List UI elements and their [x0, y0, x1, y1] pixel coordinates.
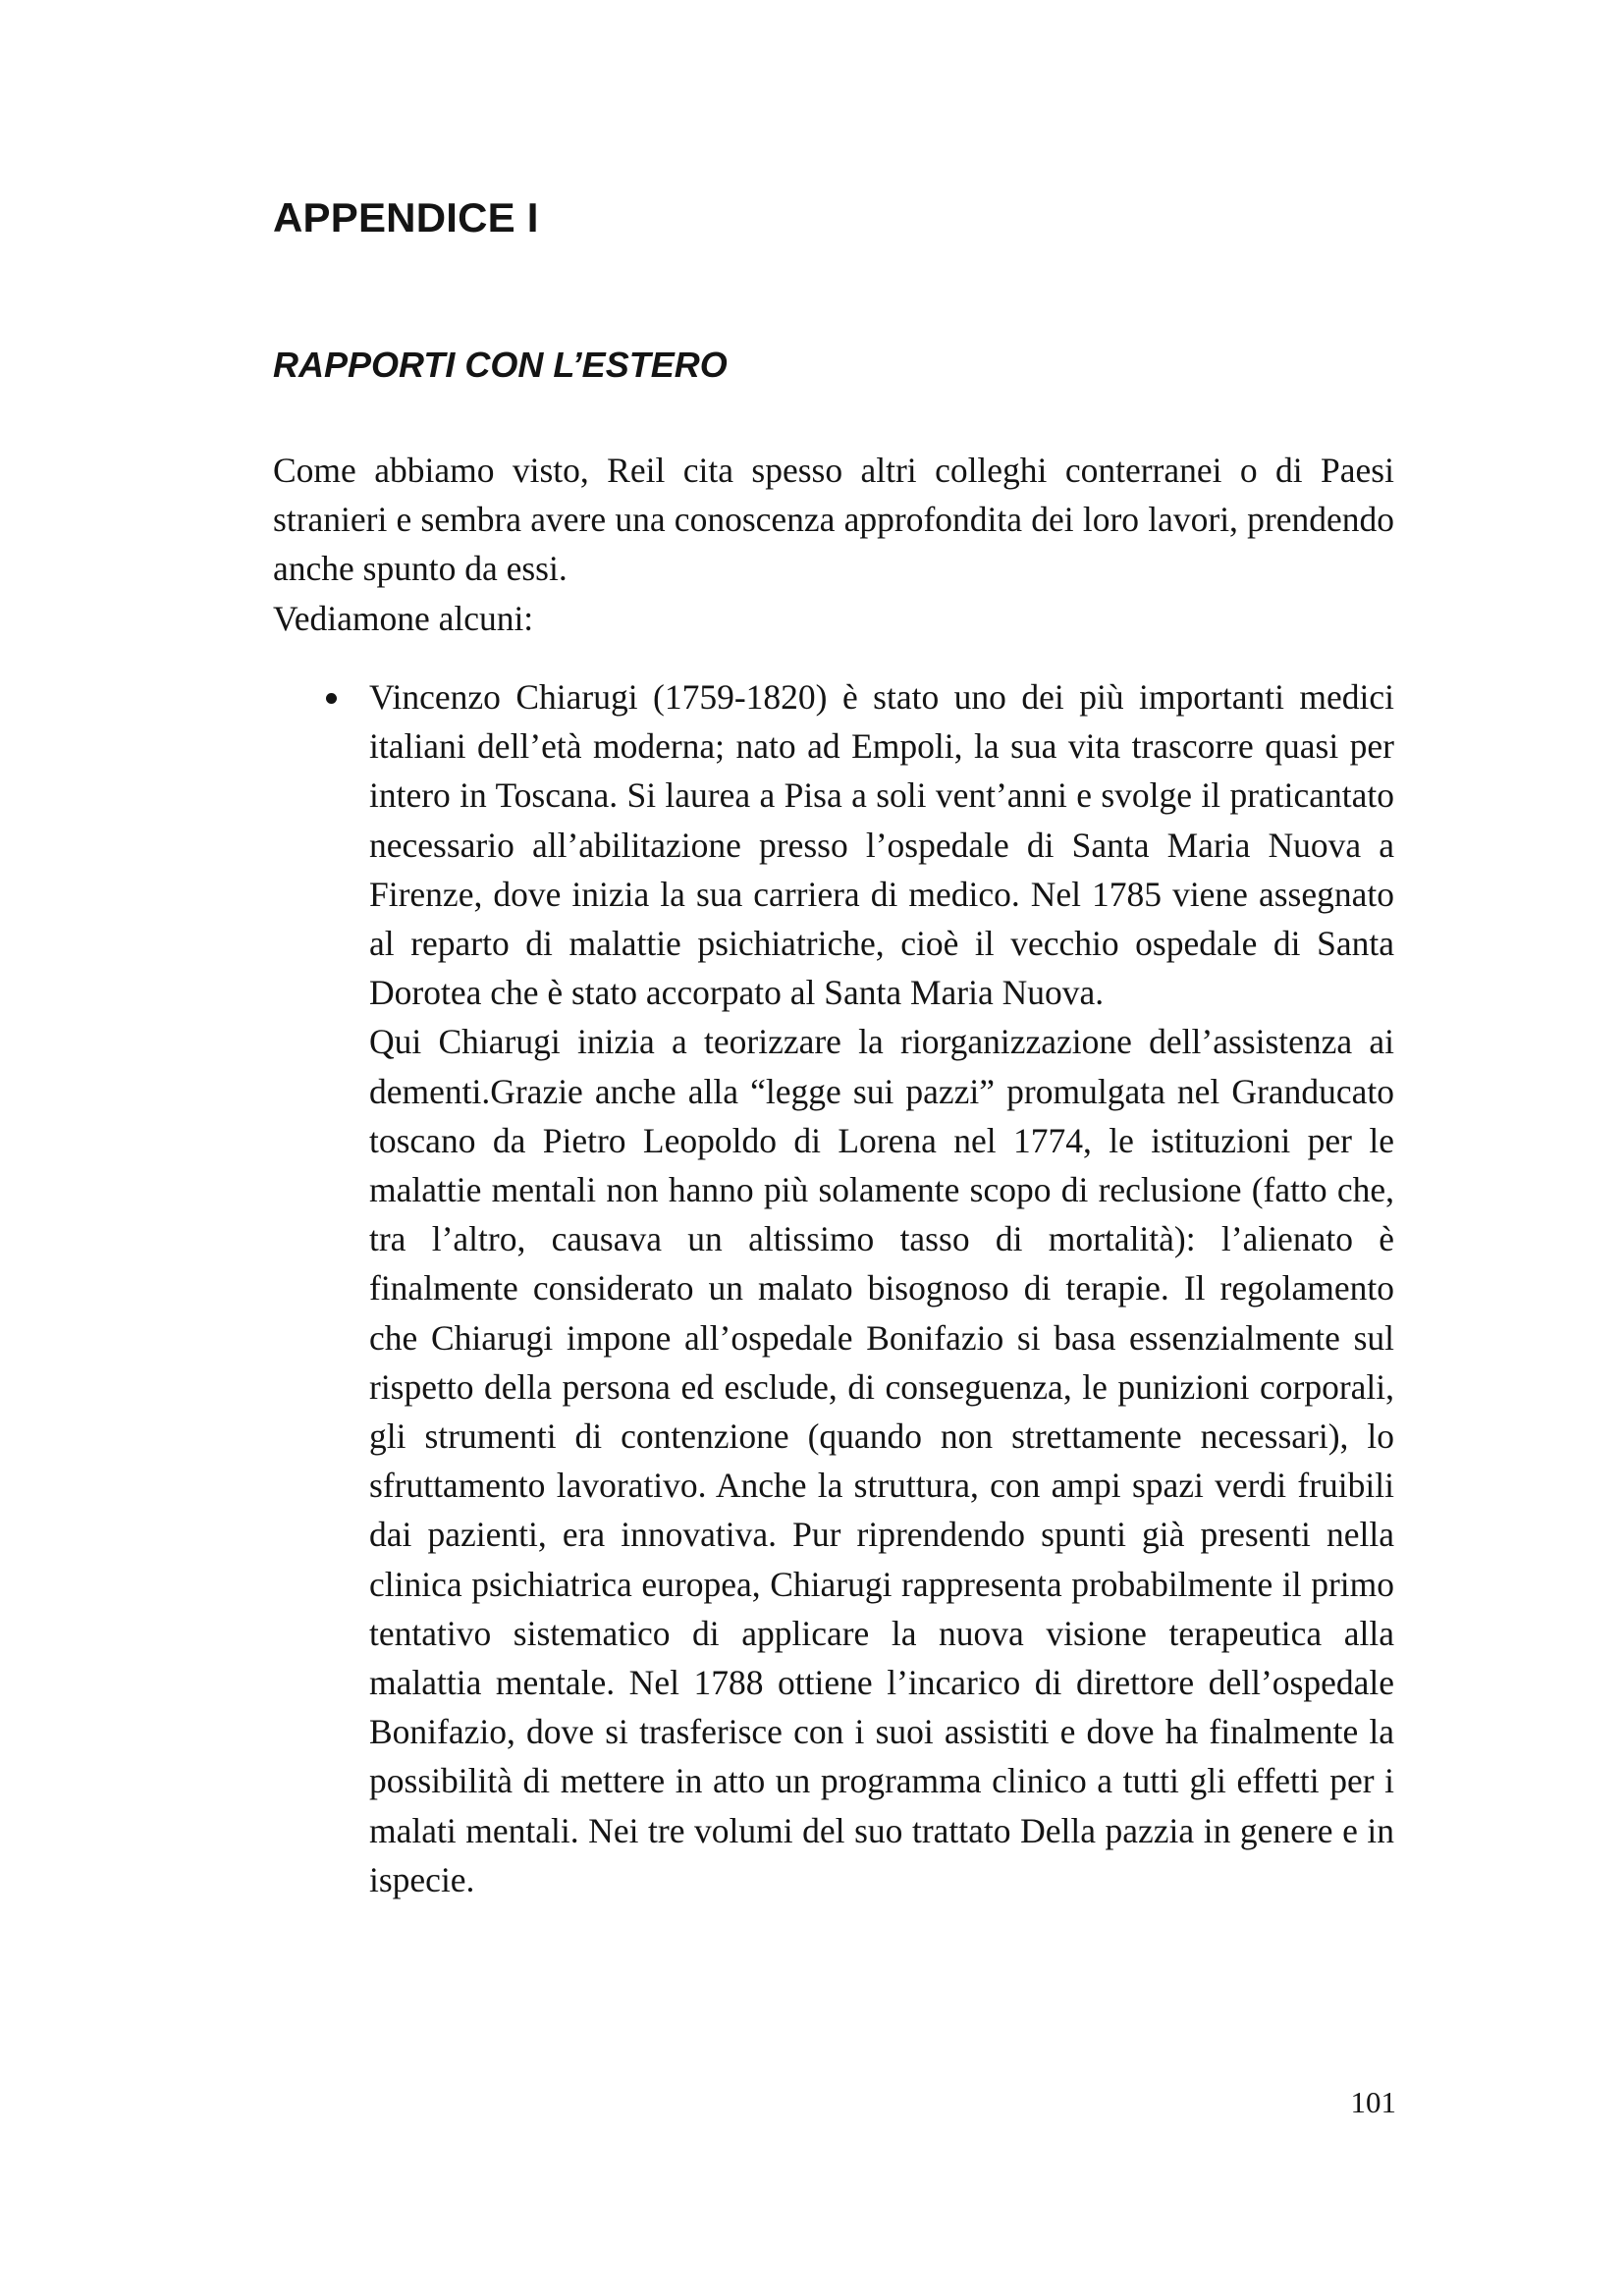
- intro-block: [273, 446, 1394, 643]
- bullet-item-chiarugi: [369, 672, 1394, 1904]
- bullet-paragraph: Vincenzo Chiarugi (1759-1820) è stato uno dei più importanti medici italiani dell’età moderna; nato ad Empoli, la sua vita trascorre quasi per intero in Toscana. Si laurea a Pisa a soli vent’anni e svolge il praticantato necessario all’abilitazione presso l’ospedale di Santa Maria Nuova a Firenze, dove inizia la sua carriera di medico. Nel 1785 viene assegnato al reparto di malattie psichiatriche, cioè il vecchio ospedale di Santa Dorotea che è stato accorpato al Santa Maria Nuova.: [369, 677, 1394, 1013]
- bullet-paragraph: Qui Chiarugi inizia a teorizzare la riorganizzazione dell’assistenza ai dementi.Grazie anche alla “legge sui pazzi” promulgata nel Granducato toscano da Pietro Leopoldo di Lorena nel 1774, le istituzioni per le malattie mentali non hanno più solamente scopo di reclusione (fatto che, tra l’altro, causava un altissimo tasso di mortalità): l’alienato è finalmente considerato un malato bisognoso di terapie. Il regolamento che Chiarugi impone all’ospedale Bonifazio si basa essenzialmente sul rispetto della persona ed esclude, di conseguenza, le punizioni corporali, gli strumenti di contenzione (quando non strettamente necessari), lo sfruttamento lavorativo. Anche la struttura, con ampi spazi verdi fruibili dai pazienti, era innovativa. Pur riprendendo spunti già presenti nella clinica psichiatrica europea, Chiarugi rappresenta probabilmente il primo tentativo sistematico di applicare la nuova visione terapeutica alla malattia mentale. Nel 1788 ottiene l’incarico di direttore dell’ospedale Bonifazio, dove si trasferisce con i suoi assistiti e dove ha finalmente la possibilità di mettere in atto un programma clinico a tutti gli effetti per i malati mentali. Nei tre volumi del suo trattato Della pazzia in genere e in ispecie.: [369, 1022, 1394, 1899]
- intro-lead-in: Vediamone alcuni:: [273, 598, 534, 638]
- bullet-icon: [326, 693, 337, 704]
- appendix-heading: APPENDICE I: [273, 194, 539, 240]
- page-number: 101: [1350, 2085, 1396, 2119]
- section-subheading: RAPPORTI CON L’ESTERO: [273, 345, 728, 385]
- bullet-list: [369, 672, 1394, 1904]
- intro-paragraph: Come abbiamo visto, Reil cita spesso altri colleghi conterranei o di Paesi stranieri e sembra avere una conoscenza approfondita dei loro lavori, prendendo anche spunto da essi.: [273, 451, 1394, 589]
